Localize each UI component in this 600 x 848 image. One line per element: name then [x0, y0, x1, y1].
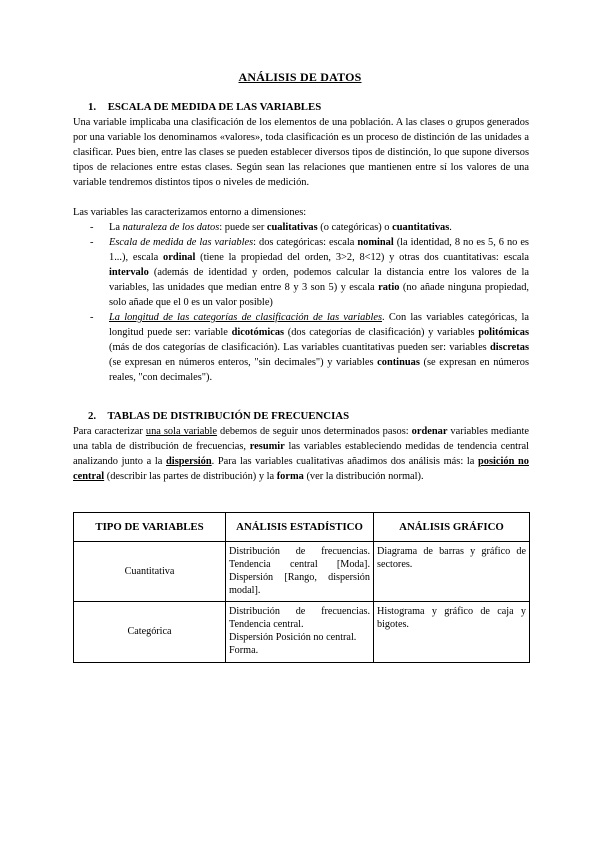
- table-row: [74, 542, 530, 602]
- section-2-title: TABLAS DE DISTRIBUCIÓN DE FRECUENCIAS: [107, 410, 350, 422]
- section-2-heading: [88, 409, 349, 424]
- analysis-table: [73, 512, 530, 663]
- section-2-paragraph: Para caracterizar una sola variable debemos de seguir unos determinados pasos: ordenar variables mediante una tabla de distribución de frecuencias, resumir las variables estableciendo medidas de tendencia central analizando junto a la dispersión. Para las variables cualitativas añadimos dos análisis más: la posición no central (describir las partes de distribución) y la forma (ver la distribución normal).: [73, 426, 530, 482]
- section-1-heading: [88, 100, 321, 115]
- section-1-paragraph: Una variable implicaba una clasificación de los elementos de una población. A las clases o grupos generados por una variable los denominamos «valores», toda clasificación es un proceso de distinción de las unidades a clasificar. Pues bien, entre las clases se pueden establecer diversos tipos de distinción, lo que supone diversos tipos de relaciones entre estas clases. Según sean las relaciones que mantienen entre sí los valores de una variable tendremos distintos tipos o niveles de medición.: [73, 117, 529, 188]
- column-header: TIPO DE VARIABLES: [74, 513, 226, 542]
- list-item: - La naturaleza de los datos: puede ser cualitativas (o categóricas) o cuantitativas.: [90, 222, 452, 233]
- list-item: - Escala de medida de las variables: dos categóricas: escala nominal (la identidad, 8 no es 5, 6 no es 1...), escala ordinal (tiene la propiedad del orden, 3>2, 8<12) y otras dos cuantitativas: escala intervalo (además de identidad y orden, podemos calcular la distancia entre los valores de la variables, las unidades que median entre 8 y 3 son 5) y escala ratio (no añade ninguna propiedad, solo añade que el 0 es un valor posible): [90, 237, 529, 308]
- table-row: [74, 602, 530, 663]
- variable-type-cell: Cuantitativa: [74, 542, 226, 602]
- list-item: - La longitud de las categorías de clasificación de las variables. Con las variables categóricas, la longitud puede ser: variable dicotómicas (dos categorías de clasificación) y variables politómicas (más de dos categorías de clasificación). Las variables cuantitativas pueden ser: variables discretas (se expresan en números enteros, "sin decimales") y variables continuas (se expresan en números reales, "con decimales").: [90, 312, 529, 383]
- section-1-title: ESCALA DE MEDIDA DE LAS VARIABLES: [107, 101, 322, 113]
- graphic-analysis-cell: Diagrama de barras y gráfico de sectores.: [374, 542, 530, 602]
- page-title: ANÁLISIS DE DATOS: [238, 70, 362, 84]
- section-2-number: 2.: [88, 410, 97, 422]
- graphic-analysis-cell: Histograma y gráfico de caja y bigotes.: [374, 602, 530, 663]
- table-header-row: [74, 513, 530, 542]
- column-header: ANÁLISIS ESTADÍSTICO: [226, 513, 374, 542]
- statistical-analysis-cell: Distribución de frecuencias. Tendencia central [Moda]. Dispersión [Rango, dispersión modal].: [226, 542, 374, 602]
- dimensions-intro: Las variables las caracterizamos entorno a dimensiones:: [73, 207, 307, 218]
- variable-type-cell: Categórica: [74, 602, 226, 663]
- statistical-analysis-cell: Distribución de frecuencias. Tendencia central. Dispersión Posición no central. Forma.: [226, 602, 374, 663]
- column-header: ANÁLISIS GRÁFICO: [374, 513, 530, 542]
- section-1-number: 1.: [88, 101, 97, 113]
- dimensions-list: [73, 220, 529, 385]
